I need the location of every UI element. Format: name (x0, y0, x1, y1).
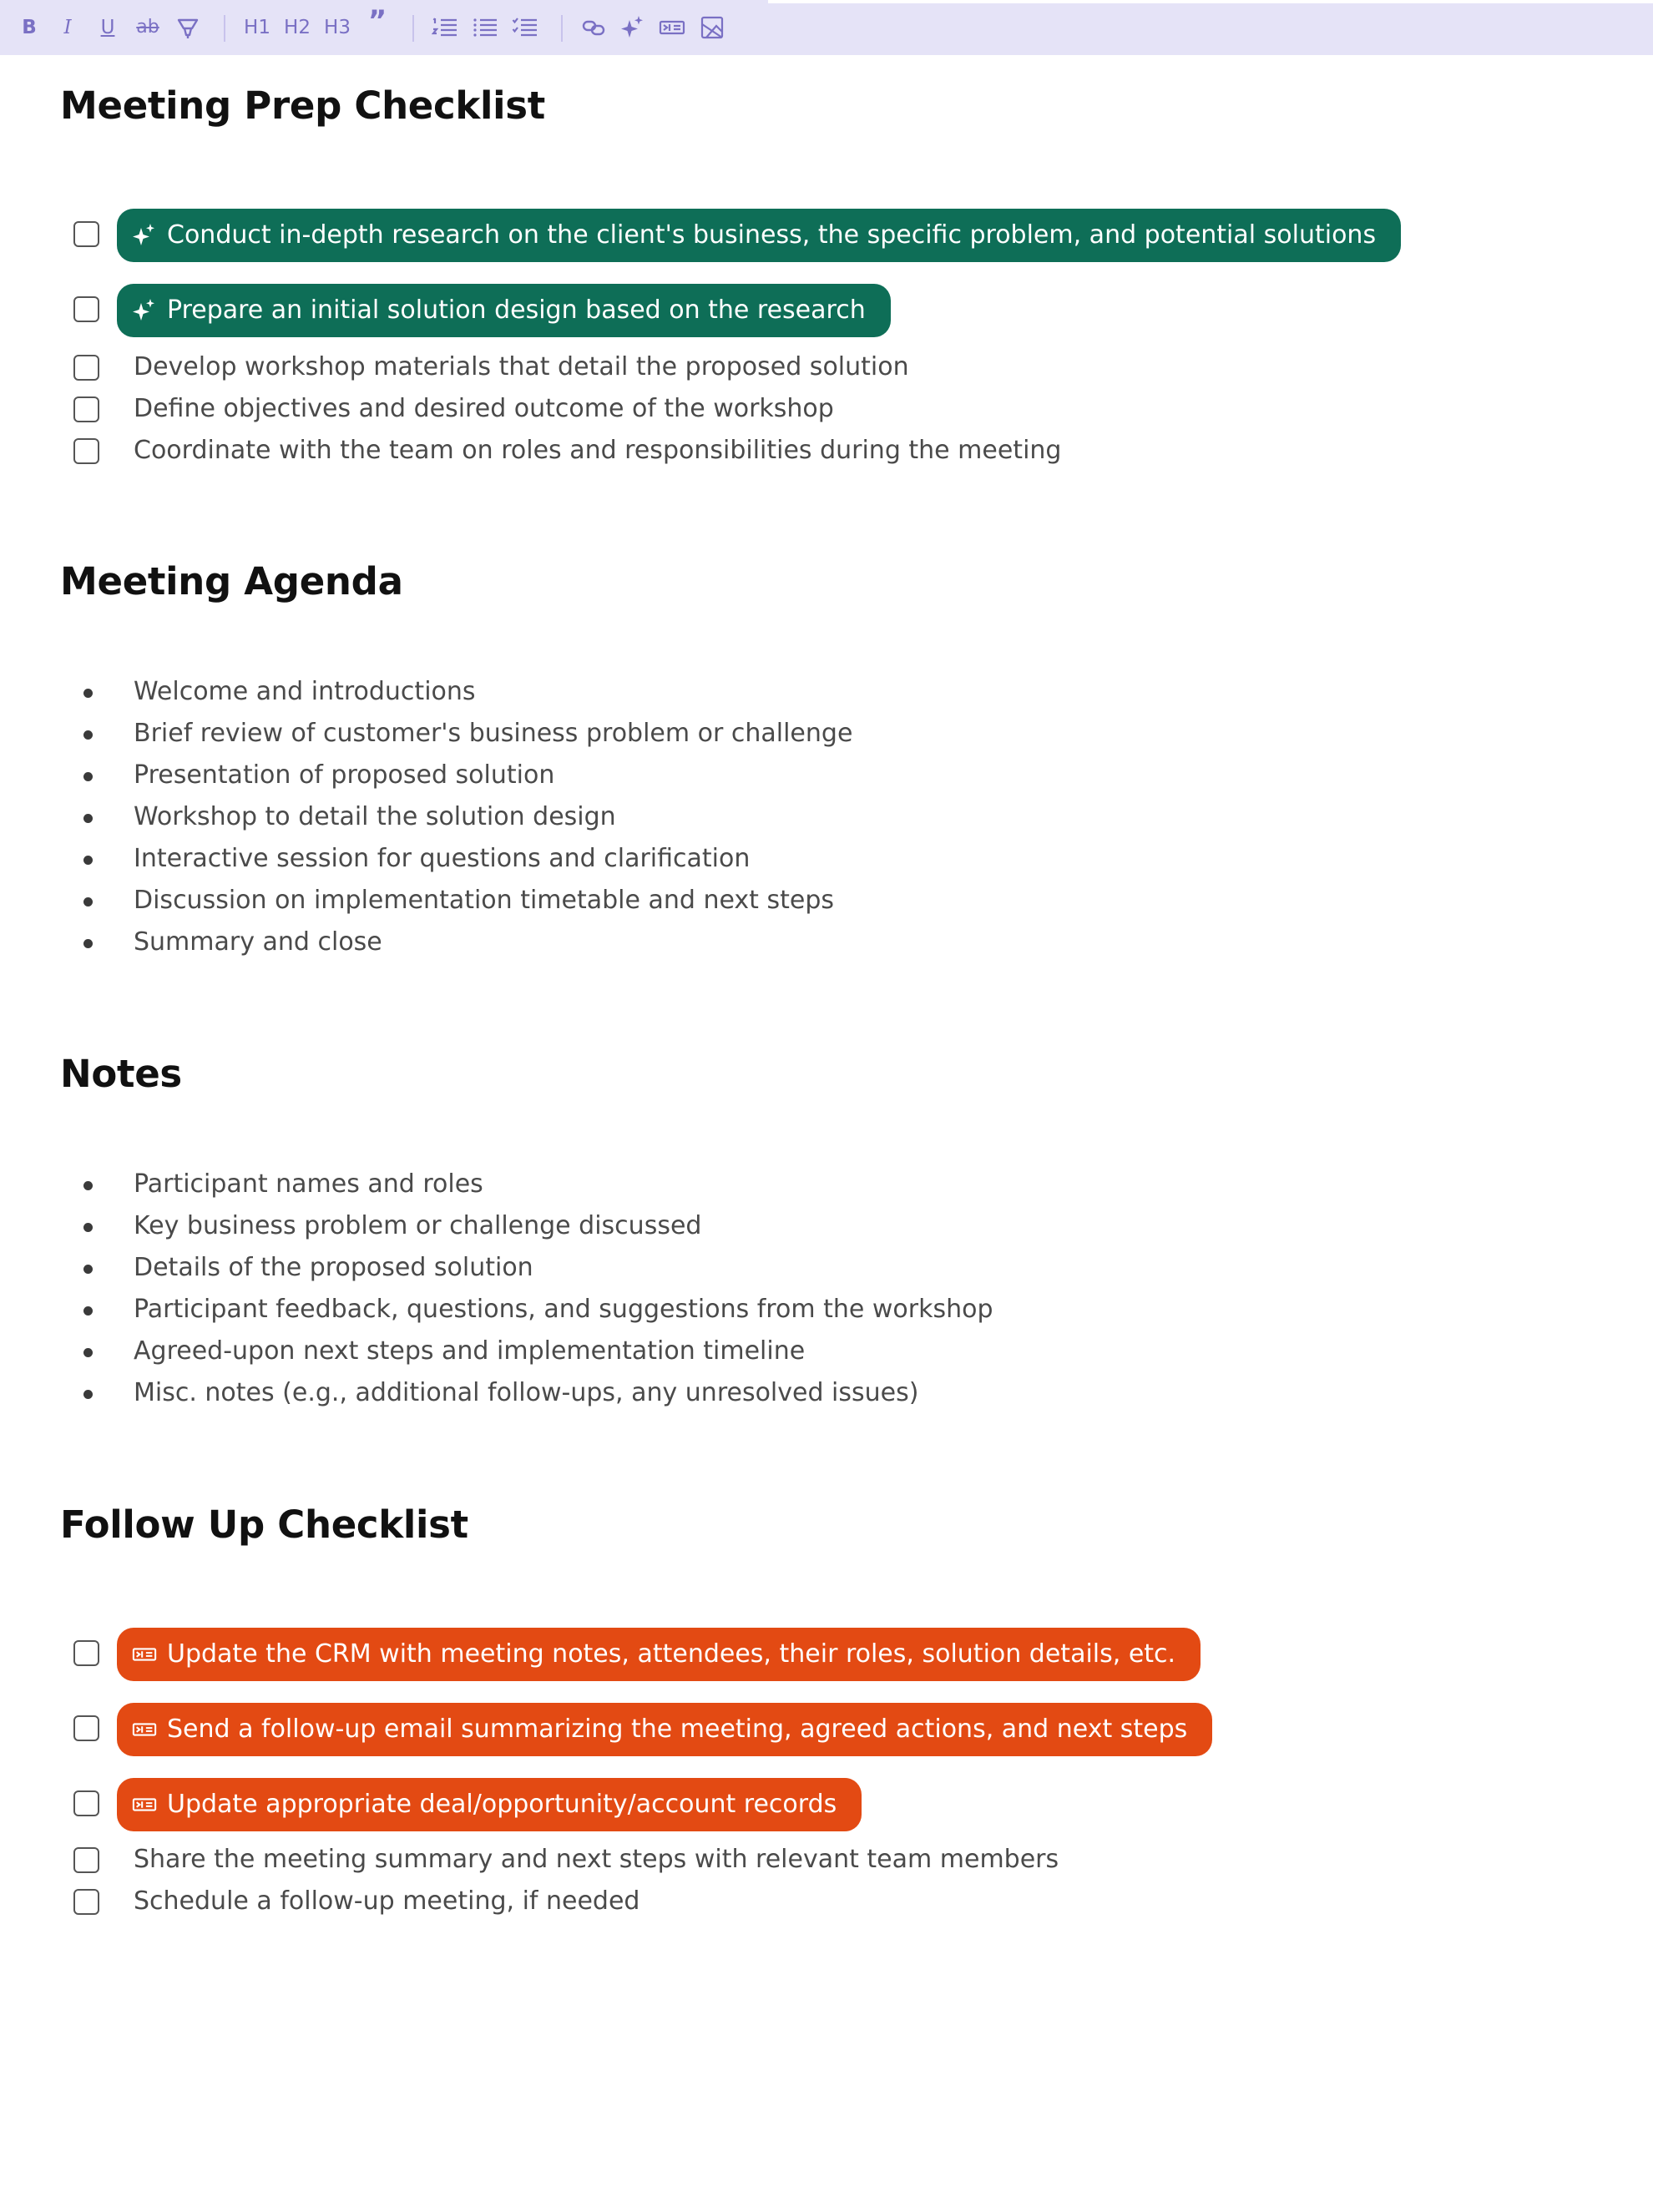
list-item (0, 888, 1503, 922)
sparkle-icon (132, 223, 157, 248)
list-item (0, 1336, 1503, 1372)
checklist-item-text: Update appropriate deal/opportunity/account records (167, 1790, 837, 1819)
section-heading-prep: Meeting Prep Checklist (60, 83, 545, 128)
checklist-button[interactable] (511, 12, 539, 43)
toolbar-divider (224, 15, 225, 42)
list-item-text: Participant names and roles (134, 1169, 483, 1199)
list-item-text: Discussion on implementation timetable and next steps (134, 886, 835, 915)
ordered-list-button[interactable] (431, 12, 459, 43)
checklist-item-text: Develop workshop materials that detail the proposed solution (134, 352, 909, 381)
section-heading-notes: Notes (60, 1052, 182, 1096)
checklist-item (0, 1707, 1503, 1749)
checklist-item (0, 396, 1503, 438)
checklist-item-text: Send a follow-up email summarizing the meeting, agreed actions, and next steps (167, 1715, 1188, 1744)
checklist-item-text: Coordinate with the team on roles and responsibilities during the meeting (134, 436, 1062, 465)
field-icon (659, 16, 685, 39)
insert-image-button[interactable] (698, 12, 726, 43)
list-item (0, 802, 1503, 838)
bullet-icon (83, 772, 93, 781)
sparkle-icon (621, 15, 645, 40)
task-checkbox[interactable] (73, 1715, 99, 1741)
strikethrough-label: ab (136, 17, 159, 38)
italic-button[interactable] (57, 12, 78, 43)
list-item (0, 679, 1503, 713)
list-item-text: Presentation of proposed solution (134, 760, 555, 790)
bullet-icon (83, 1265, 93, 1274)
insert-field-button[interactable] (658, 12, 686, 43)
list-item (0, 760, 1503, 796)
heading-3-label: H3 (324, 16, 351, 38)
bullet-icon (83, 939, 93, 948)
list-item-text: Workshop to detail the solution design (134, 802, 616, 831)
bullet-icon (83, 730, 93, 740)
ai-suggestion-chip[interactable] (117, 284, 891, 337)
bullet-list-icon (472, 16, 498, 39)
heading-1-label: H1 (244, 16, 270, 38)
task-checkbox[interactable] (73, 296, 99, 322)
checklist-item (0, 288, 1503, 330)
link-button[interactable] (579, 12, 608, 43)
list-item-text: Brief review of customer's business problem or challenge (134, 719, 853, 748)
italic-label: I (63, 16, 72, 38)
strikethrough-button[interactable] (134, 12, 162, 43)
bold-label: B (22, 16, 37, 38)
crm-action-chip[interactable] (117, 1778, 862, 1831)
bullet-icon (83, 1223, 93, 1232)
checklist-item-text: Conduct in-depth research on the client's business, the specific problem, and potential solutions (167, 220, 1377, 250)
list-item-text: Welcome and introductions (134, 677, 476, 706)
task-checkbox[interactable] (73, 1640, 99, 1666)
bullet-icon (83, 814, 93, 823)
checklist-item (0, 1847, 1503, 1889)
crm-action-chip[interactable] (117, 1703, 1212, 1756)
bullet-icon (83, 856, 93, 865)
list-item (0, 1378, 1503, 1414)
list-item (0, 927, 1503, 963)
bullet-icon (83, 689, 93, 698)
checklist-item (0, 1632, 1503, 1674)
bullet-icon (83, 1306, 93, 1316)
task-checkbox[interactable] (73, 1790, 99, 1816)
formatting-toolbar (0, 0, 1653, 55)
toolbar-divider (561, 15, 563, 42)
quote-button[interactable] (366, 5, 389, 37)
heading-2-button[interactable] (282, 12, 312, 43)
list-item (0, 721, 1503, 755)
section-heading-followup: Follow Up Checklist (60, 1502, 468, 1547)
sparkle-icon (132, 298, 157, 323)
heading-2-label: H2 (284, 16, 311, 38)
task-checkbox[interactable] (73, 355, 99, 381)
list-item (0, 1255, 1503, 1289)
checklist-item (0, 1782, 1503, 1824)
bullet-icon (83, 1348, 93, 1357)
list-item (0, 1297, 1503, 1331)
list-item-text: Misc. notes (e.g., additional follow-ups, any unresolved issues) (134, 1378, 919, 1407)
underline-label: U (100, 16, 115, 38)
field-icon (132, 1792, 157, 1817)
checklist-item-text: Schedule a follow-up meeting, if needed (134, 1886, 640, 1916)
highlighter-icon (175, 15, 200, 40)
field-icon (132, 1642, 157, 1667)
image-icon (700, 15, 725, 40)
field-icon (132, 1717, 157, 1742)
bullet-icon (83, 1390, 93, 1399)
bullet-icon (83, 1181, 93, 1190)
list-item (0, 846, 1503, 880)
underline-button[interactable] (97, 12, 119, 43)
checklist-item-text: Update the CRM with meeting notes, attendees, their roles, solution details, etc. (167, 1639, 1176, 1669)
bullet-icon (83, 897, 93, 907)
checklist-item-text: Share the meeting summary and next steps with relevant team members (134, 1845, 1059, 1874)
checklist-item-text: Prepare an initial solution design based on the research (167, 295, 866, 325)
list-item (0, 1211, 1503, 1247)
task-checkbox[interactable] (73, 1889, 99, 1915)
crm-action-chip[interactable] (117, 1628, 1201, 1681)
checklist-icon (512, 16, 538, 39)
ordered-list-icon (432, 16, 458, 39)
list-item-text: Agreed-upon next steps and implementation timeline (134, 1336, 806, 1366)
list-item-text: Interactive session for questions and clarification (134, 844, 751, 873)
task-checkbox[interactable] (73, 221, 99, 247)
checklist-item-text: Define objectives and desired outcome of the workshop (134, 394, 834, 423)
bold-button[interactable] (18, 12, 40, 43)
checklist-item (0, 213, 1503, 255)
section-heading-agenda: Meeting Agenda (60, 559, 403, 604)
bullet-list-button[interactable] (471, 12, 499, 43)
ai-assist-button[interactable] (619, 12, 646, 43)
list-item (0, 1169, 1503, 1205)
checklist-item (0, 438, 1503, 480)
task-checkbox[interactable] (73, 438, 99, 464)
heading-1-button[interactable] (242, 12, 272, 43)
list-item-text: Details of the proposed solution (134, 1253, 533, 1282)
heading-3-button[interactable] (322, 12, 352, 43)
toolbar-divider (412, 15, 414, 42)
highlight-button[interactable] (174, 12, 202, 43)
list-item-text: Participant feedback, questions, and suggestions from the workshop (134, 1295, 993, 1324)
quote-label: ” (367, 4, 387, 38)
task-checkbox[interactable] (73, 396, 99, 422)
checklist-item (0, 1886, 1503, 1931)
checklist-item (0, 352, 1503, 396)
ai-suggestion-chip[interactable] (117, 209, 1401, 262)
list-item-text: Summary and close (134, 927, 382, 957)
task-checkbox[interactable] (73, 1847, 99, 1873)
link-icon (581, 15, 606, 40)
list-item-text: Key business problem or challenge discussed (134, 1211, 702, 1240)
